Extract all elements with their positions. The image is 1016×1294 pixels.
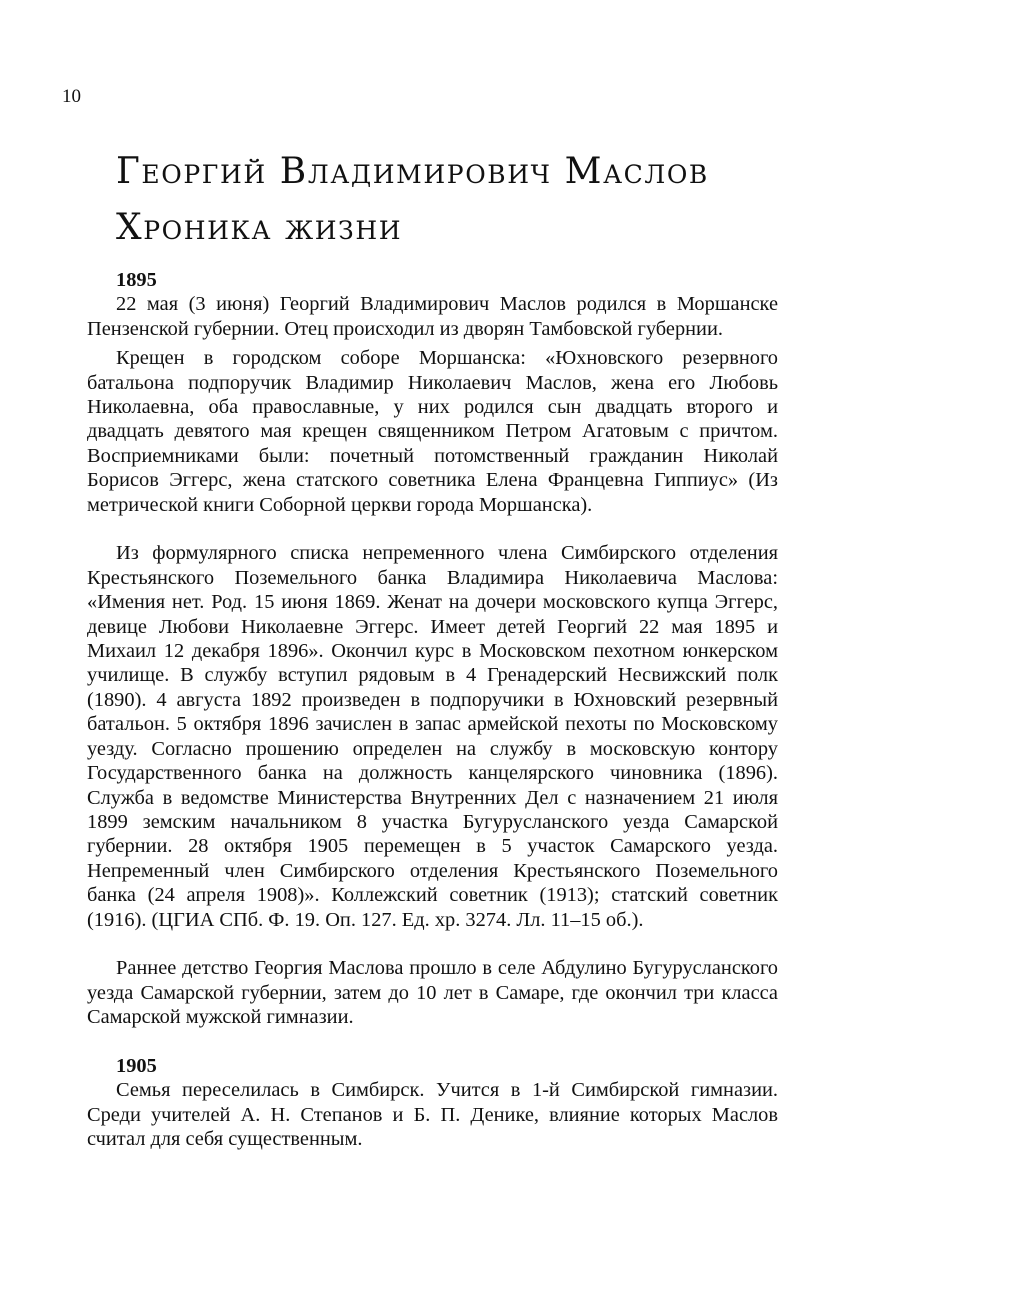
title-author: Георгий Владимирович Маслов <box>116 151 709 192</box>
paragraph: 22 мая (3 июня) Георгий Владимирович Маслов родился в Моршанске Пензенской губернии. Отец происходил из дворян Тамбовской губернии. <box>87 293 778 340</box>
paragraph: Раннее детство Георгия Маслова прошло в селе Абдулино Бугурусланского уезда Самарской губернии, затем до 10 лет в Самаре, где окончил три класса Самарской мужской гимназии. <box>87 957 778 1029</box>
paragraph: Из формулярного списка непременного члена Симбирского отделения Крестьянского Поземельного банка Владимира Николаевича Маслова: «Имения нет. Род. 15 июня 1869. Женат на дочери московского купца Эггерс, девице Любови Николаевне Эггерс. Имеет детей Георгий 22 мая 1895 и Михаил 12 декабря 1896». Окончил курс в Московском пехотном юнкерском училище. В службу вступил рядовым в 4 Гренадерский Несвижский полк (1890). 4 августа 1892 произведен в подпоручики в Юхновский резервный батальон. 5 октября 1896 зачислен в запас армейской пехоты по Московскому уезду. Согласно прошению определен на службу в московскую контору Государственного банка на должность канцелярского чиновника (1896). Служба в ведомстве Министерства Внутренних Дел с назначением 21 июля 1899 земским начальником 8 участка Бугурусланского уезда Самарской губернии. 28 октября 1905 перемещен в 5 участок Самарского уезда. Непременный член Симбирского отделения Крестьянского Поземельного банка (24 апреля 1908)». Коллежский советник (1913); статский советник (1916). (ЦГИА СПб. Ф. 19. Оп. 127. Ед. хр. 3274. Лл. 11–15 об.). <box>87 542 778 931</box>
paragraph: Семья переселилась в Симбирск. Учится в 1-й Симбирской гимназии. Среди учителей А. Н. Степанов и Б. П. Денике, влияние которых Маслов считал для себя существенным. <box>87 1079 778 1151</box>
chronicle-body <box>87 268 778 1152</box>
paragraph: Крещен в городском соборе Моршанска: «Юхновского резервного батальона подпоручик Владимир Николаевич Маслов, жена его Любовь Николаевна, оба православные, у них родился сын двадцать второго и двадцать девятого мая крещен священником Петром Агатовым с причтом. Восприемниками были: почетный потомственный гражданин Николай Борисов Эггерс, жена статского советника Елена Францевна Гиппиус» (Из метрической книги Соборной церкви города Моршанска). <box>87 347 778 516</box>
year-heading: 1895 <box>116 269 157 291</box>
title-subtitle: Хроника жизни <box>116 207 403 248</box>
year-heading: 1905 <box>116 1054 157 1077</box>
page-number: 10 <box>62 86 81 107</box>
page-title <box>116 148 836 260</box>
